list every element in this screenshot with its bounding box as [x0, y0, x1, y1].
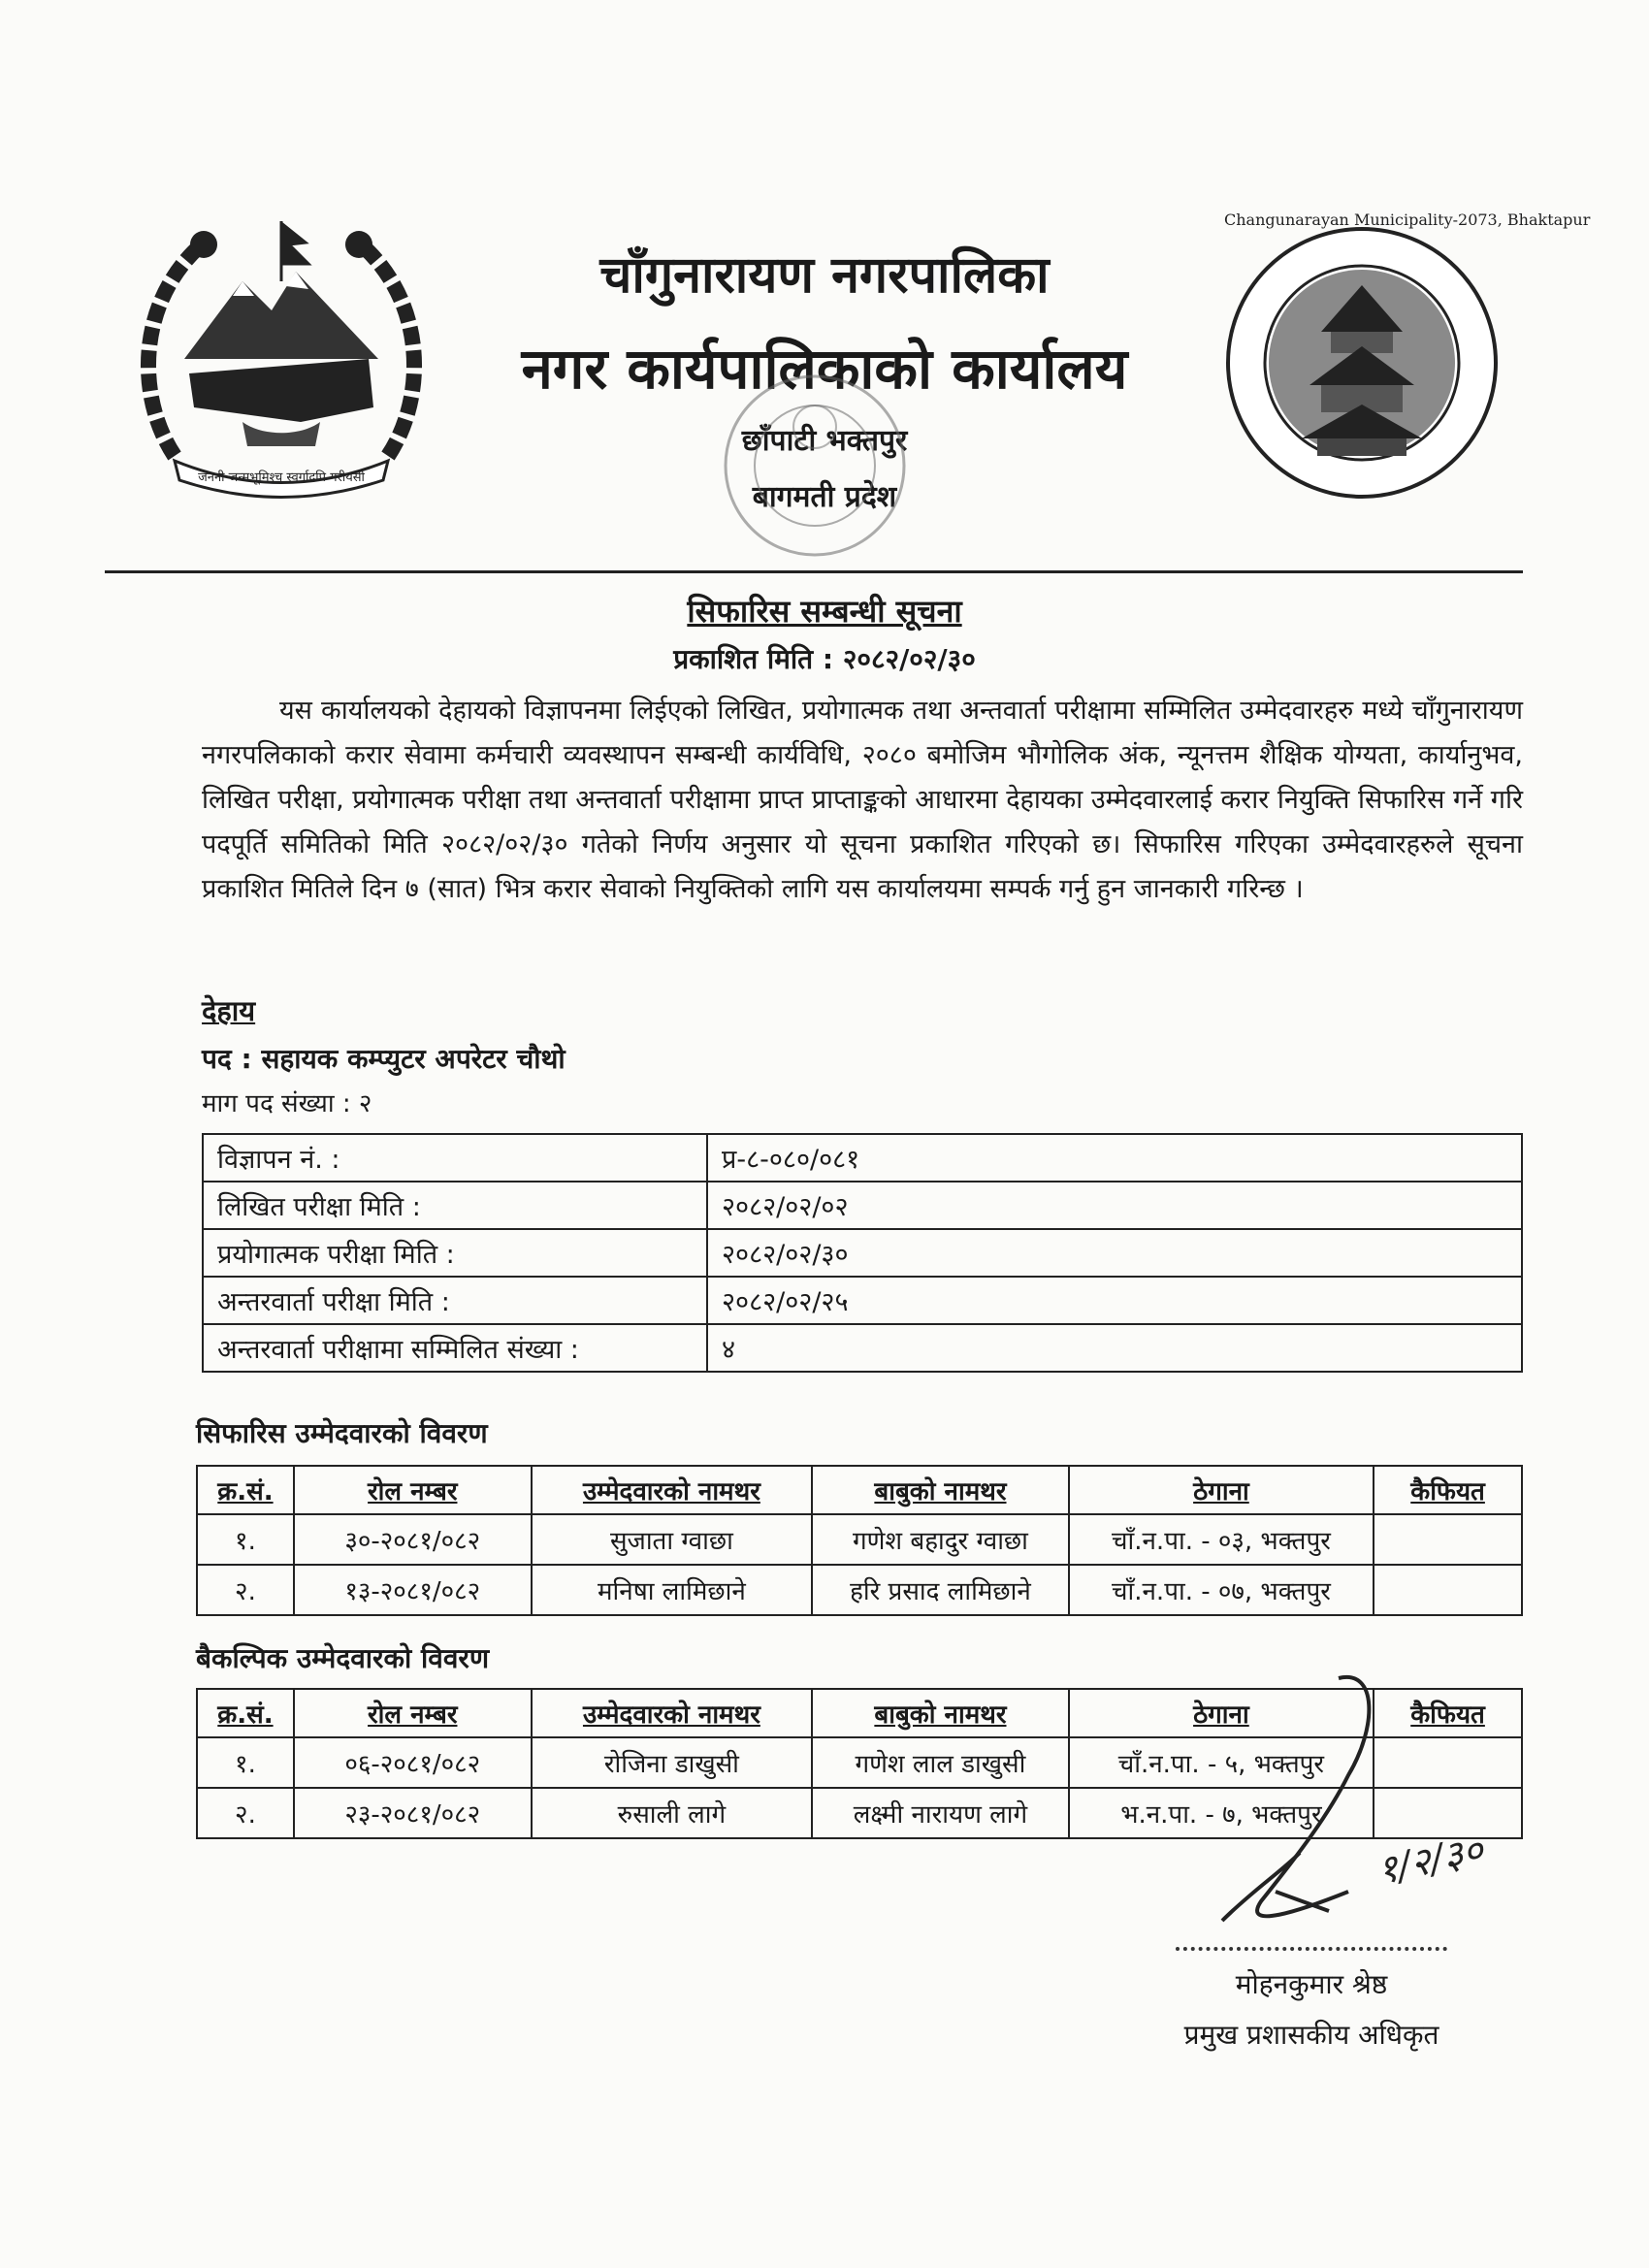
cell-address: चाँ.न.पा. - ०३, भक्तपुर	[1069, 1514, 1374, 1565]
column-header: क्र.सं.	[197, 1689, 294, 1737]
table-row	[203, 1182, 1522, 1229]
signature-date: १/२/३०	[1373, 1828, 1488, 1895]
cell-remarks	[1374, 1565, 1522, 1615]
signature-line	[1176, 1947, 1447, 1951]
demand-count: माग पद संख्या : २	[202, 1089, 372, 1118]
handwritten-signature-icon	[1183, 1669, 1571, 1960]
info-value: प्र-८-०८०/०८१	[707, 1134, 1522, 1182]
notice-title: सिफारिस सम्बन्धी सूचना	[687, 593, 962, 630]
column-header: बाबुको नामथर	[812, 1689, 1069, 1737]
column-header: ठेगाना	[1069, 1689, 1374, 1737]
municipality-name: चाँगुनारायण नगरपालिका	[599, 246, 1050, 305]
cell-remarks	[1374, 1514, 1522, 1565]
info-value: २०८२/०२/३०	[707, 1229, 1522, 1277]
cell-roll: ३०-२०८१/०८२	[294, 1514, 532, 1565]
cell-serial: २.	[197, 1788, 294, 1838]
cell-roll: १३-२०८१/०८२	[294, 1565, 532, 1615]
info-key: अन्तरवार्ता परीक्षा मिति :	[203, 1277, 707, 1324]
cell-serial: १.	[197, 1737, 294, 1788]
info-key: विज्ञापन नं. :	[203, 1134, 707, 1182]
column-header: उम्मेदवारको नामथर	[532, 1689, 813, 1737]
cell-roll: २३-२०८१/०८२	[294, 1788, 532, 1838]
cell-serial: २.	[197, 1565, 294, 1615]
column-header: उम्मेदवारको नामथर	[532, 1466, 813, 1514]
table-row	[203, 1229, 1522, 1277]
column-header: कैफियत	[1374, 1689, 1522, 1737]
column-header: क्र.सं.	[197, 1466, 294, 1514]
cell-name: सुजाता ग्वाछा	[532, 1514, 813, 1565]
info-value: २०८२/०२/०२	[707, 1182, 1522, 1229]
column-header: कैफियत	[1374, 1466, 1522, 1514]
cell-father: गणेश बहादुर ग्वाछा	[812, 1514, 1069, 1565]
cell-name: रुसाली लागे	[532, 1788, 813, 1838]
table-row	[203, 1277, 1522, 1324]
column-header: रोल नम्बर	[294, 1689, 532, 1737]
column-header: बाबुको नामथर	[812, 1466, 1069, 1514]
column-header: ठेगाना	[1069, 1466, 1374, 1514]
exam-info-table	[202, 1133, 1523, 1373]
province-name: बागमती प्रदेश	[752, 480, 897, 514]
signatory-name: मोहनकुमार श्रेष्ठ	[1235, 1968, 1388, 2000]
cell-address: भ.न.पा. - ७, भक्तपुर	[1069, 1788, 1374, 1838]
info-value: ४	[707, 1324, 1522, 1372]
table-row	[203, 1324, 1522, 1372]
alternate-title: बैकल्पिक उम्मेदवारको विवरण	[196, 1642, 490, 1674]
cell-father: गणेश लाल डाखुसी	[812, 1737, 1069, 1788]
notice-paragraph: यस कार्यालयको देहायको विज्ञापनमा लिईएको लिखित, प्रयोगात्मक तथा अन्तवार्ता परीक्षामा सम्मिलित उम्मेदवारहरु मध्ये चाँगुनारायण नगरपलिकाको करार सेवामा कर्मचारी व्यवस्थापन सम्बन्धी कार्यविधि, २०८० बमोजिम भौगोलिक अंक, न्यूनत्तम शैक्षिक योग्यता, कार्यानुभव, लिखित परीक्षा, प्रयोगात्मक परीक्षा तथा अन्तवार्ता परीक्षामा प्राप्त प्राप्ताङ्कको आधारमा देहायका उम्मेदवारलाई करार नियुक्ति सिफारिस गर्ने गरि पदपूर्ति समितिको मिति २०८२/०२/३० गतेको निर्णय अनुसार यो सूचना प्रकाशित गरिएको छ। सिफारिस गरिएका उम्मेदवारहरुले सूचना प्रकाशित मितिले दिन ७ (सात) भित्र करार सेवाको नियुक्तिको लागि यस कार्यालयमा सम्पर्क गर्नु हुन जानकारी गरिन्छ ।	[202, 696, 1523, 904]
cell-father: लक्ष्मी नारायण लागे	[812, 1788, 1069, 1838]
emblem-motto: जननी जन्मभूमिश्च स्वर्गादपि गरीयसी	[198, 470, 365, 485]
info-value: २०८२/०२/२५	[707, 1277, 1522, 1324]
cell-name: रोजिना डाखुसी	[532, 1737, 813, 1788]
signatory-designation: प्रमुख प्रशासकीय अधिकृत	[1183, 2019, 1439, 2051]
info-key: अन्तरवार्ता परीक्षामा सम्मिलित संख्या :	[203, 1324, 707, 1372]
office-name: नगर कार्यपालिकाको कार्यालय	[521, 336, 1128, 402]
header-divider	[105, 570, 1523, 573]
recommended-title: सिफारिस उम्मेदवारको विवरण	[196, 1417, 488, 1449]
recommended-table	[196, 1465, 1523, 1616]
office-stamp-icon	[718, 369, 912, 563]
seal-text: Changunarayan Municipality-2073, Bhaktapur	[1224, 211, 1591, 229]
info-key: लिखित परीक्षा मिति :	[203, 1182, 707, 1229]
published-date: प्रकाशित मिति : २०८२/०२/३०	[673, 643, 976, 675]
column-header: रोल नम्बर	[294, 1466, 532, 1514]
info-key: प्रयोगात्मक परीक्षा मिति :	[203, 1229, 707, 1277]
cell-address: चाँ.न.पा. - ५, भक्तपुर	[1069, 1737, 1374, 1788]
cell-address: चाँ.न.पा. - ०७, भक्तपुर	[1069, 1565, 1374, 1615]
table-row	[197, 1565, 1522, 1615]
details-heading: देहाय	[202, 994, 256, 1027]
cell-serial: १.	[197, 1514, 294, 1565]
table-row	[203, 1134, 1522, 1182]
post-name: पद : सहायक कम्प्युटर अपरेटर चौथो	[202, 1043, 566, 1075]
cell-name: मनिषा लामिछाने	[532, 1565, 813, 1615]
office-address: छाँपाटी भक्तपुर	[741, 424, 908, 458]
table-row	[197, 1514, 1522, 1565]
table-header-row	[197, 1466, 1522, 1514]
cell-father: हरि प्रसाद लामिछाने	[812, 1565, 1069, 1615]
cell-roll: ०६-२०८१/०८२	[294, 1737, 532, 1788]
